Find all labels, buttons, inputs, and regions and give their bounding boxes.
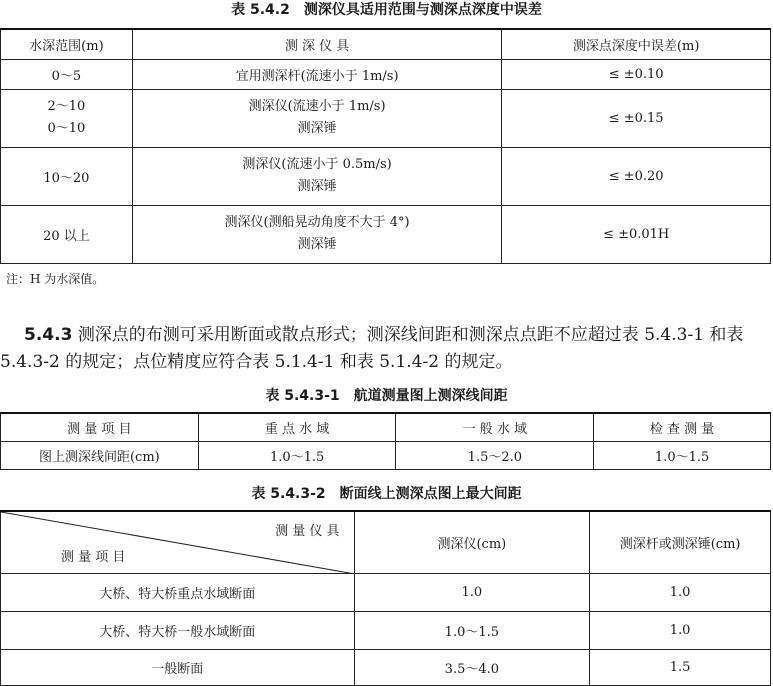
header-rod-lead: 测深杆或测深锤(cm) [590, 511, 771, 573]
cell-error: ≤ ±0.20 [502, 147, 771, 205]
cell-tools [132, 205, 502, 263]
table-row [1, 611, 771, 649]
table-5-4-3-2-caption: 表 5.4.3-2 断面线上测深点图上最大间距 [251, 486, 522, 502]
header-sounder: 测深仪(cm) [354, 511, 590, 573]
cell-item: 大桥、特大桥一般水域断面 [1, 611, 355, 649]
cell-value: 3.5～4.0 [354, 649, 590, 685]
header-error: 测深点深度中误差(m) [502, 29, 771, 59]
header-check: 检 查 测 量 [594, 413, 771, 441]
table-header-row [1, 511, 771, 573]
table-row [1, 441, 771, 469]
table-5-4-2 [0, 28, 771, 264]
table-5-4-3-1-caption: 表 5.4.3-1 航道测量图上测深线间距 [265, 388, 508, 404]
table-note: 注：H 为水深值。 [6, 272, 105, 286]
cell-item: 一般断面 [1, 649, 355, 685]
cell-error: ≤ ±0.01H [502, 205, 771, 263]
table-5-4-3-1 [0, 412, 771, 470]
cell-range [1, 89, 133, 147]
cell-error: ≤ ±0.15 [502, 89, 771, 147]
table-header-row [1, 29, 771, 59]
cell-tools [132, 89, 502, 147]
cell-value: 1.5 [590, 649, 771, 685]
tool-line: 测深仪(流速小于 1m/s) [248, 99, 386, 114]
header-tools: 测 深 仪 具 [132, 29, 502, 59]
cell-value: 1.0～1.5 [354, 611, 590, 649]
table-row [1, 89, 771, 147]
cell-error: ≤ ±0.10 [502, 59, 771, 89]
cell-value: 1.0 [590, 573, 771, 611]
cell-range: 20 以上 [1, 205, 133, 263]
corner-top-label: 测 量 仪 具 [275, 524, 340, 539]
table-row [1, 573, 771, 611]
tool-line: 测深锤 [297, 237, 337, 252]
table-row [1, 205, 771, 263]
table-header-row [1, 413, 771, 441]
table-row [1, 649, 771, 685]
section-number: 5.4.3 [24, 325, 73, 345]
header-item: 测 量 项 目 [1, 413, 199, 441]
tool-line: 测深锤 [297, 179, 337, 194]
cell-value: 1.0 [590, 611, 771, 649]
cell-tools [132, 147, 502, 205]
tool-line: 测深锤 [297, 121, 337, 136]
header-depth-range: 水深范围(m) [1, 29, 133, 59]
range-line: 0～10 [47, 121, 86, 136]
cell-value: 1.0～1.5 [198, 441, 396, 469]
tool-line: 测深仪(测船晃动角度不大于 4°) [224, 215, 410, 230]
header-key-water: 重 点 水 域 [198, 413, 396, 441]
range-line: 2～10 [47, 99, 86, 114]
table-row [1, 147, 771, 205]
table-row [1, 59, 771, 89]
cell-value: 1.5～2.0 [396, 441, 594, 469]
table-5-4-2-caption: 表 5.4.2 测深仪具适用范围与测深点深度中误差 [231, 2, 542, 18]
section-text: 测深点的布测可采用断面或散点形式；测深线间距和测深点点距不应超过表 5.4.3-1 和表 5.4.3-2 的规定；点位精度应符合表 5.1.4-1 和表 5.1.4-2 的规定。 [0, 325, 744, 372]
cell-value: 1.0～1.5 [594, 441, 771, 469]
cell-tools: 宜用测深杆(流速小于 1m/s) [132, 59, 502, 89]
cell-item: 图上测深线间距(cm) [1, 441, 199, 469]
cell-range: 0～5 [1, 59, 133, 89]
diagonal-header-cell [1, 511, 355, 573]
corner-bottom-label: 测 量 项 目 [61, 549, 126, 565]
cell-value: 1.0 [354, 573, 590, 611]
section-paragraph [0, 322, 770, 376]
cell-item: 大桥、特大桥重点水域断面 [1, 573, 355, 611]
cell-range: 10～20 [1, 147, 133, 205]
tool-line: 测深仪(流速小于 0.5m/s) [242, 157, 392, 172]
table-5-4-3-2 [0, 510, 771, 686]
header-general-water: 一 般 水 域 [396, 413, 594, 441]
